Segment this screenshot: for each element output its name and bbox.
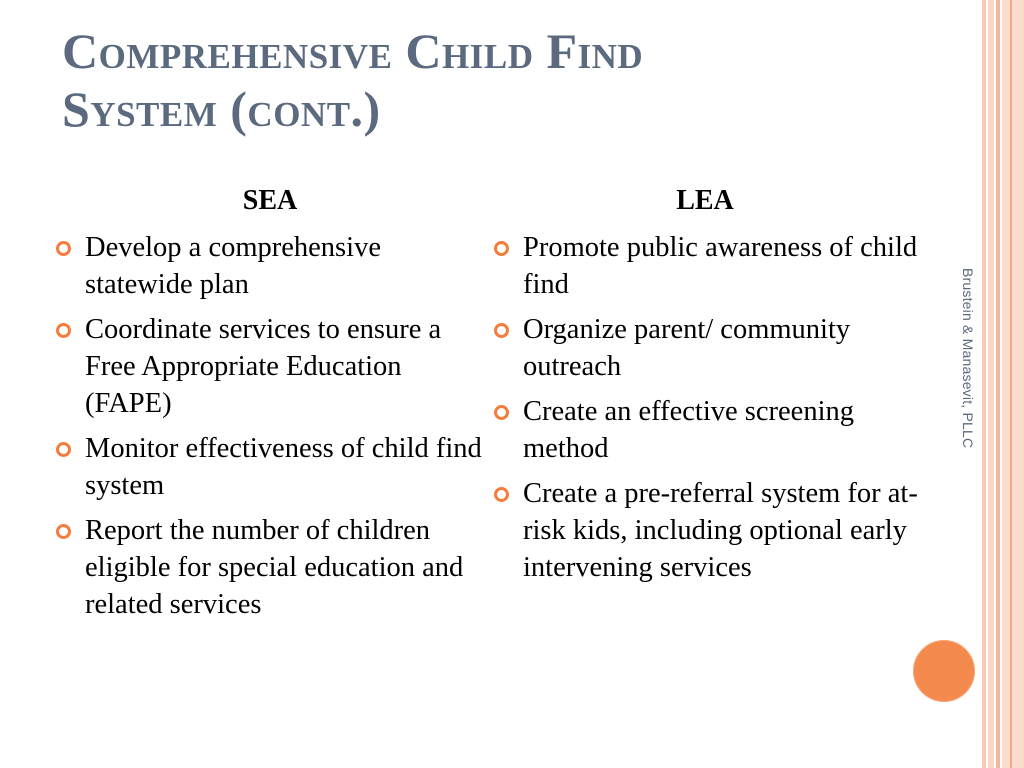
list-item <box>490 229 920 303</box>
ring-bullet-icon <box>494 405 509 420</box>
decorative-band <box>982 0 986 768</box>
footer-credit: Brustein & Manasevit, PLLC <box>960 268 976 449</box>
title-line-2: System (cont.) <box>62 81 381 137</box>
list-item <box>490 311 920 385</box>
list-item-text: Create a pre-referral system for at-risk kids, including optional early intervening services <box>523 478 918 583</box>
list-item-text: Organize parent/ community outreach <box>523 314 851 382</box>
ring-bullet-icon <box>56 241 71 256</box>
orange-circle-icon <box>913 640 975 702</box>
title-line-1: Comprehensive Child Find <box>62 23 644 79</box>
list-item-text: Promote public awareness of child find <box>523 232 918 300</box>
ring-bullet-icon <box>56 524 71 539</box>
list-item <box>490 393 920 467</box>
list-item <box>52 229 492 303</box>
decorative-band <box>988 0 994 768</box>
list-item <box>490 475 920 586</box>
lea-list <box>490 229 920 594</box>
decorative-band <box>1002 0 1024 768</box>
ring-bullet-icon <box>56 323 71 338</box>
lea-heading: LEA <box>676 185 734 216</box>
ring-bullet-icon <box>56 442 71 457</box>
list-item <box>52 430 492 504</box>
list-item-text: Develop a comprehensive statewide plan <box>85 232 381 300</box>
list-item <box>52 512 492 623</box>
ring-bullet-icon <box>494 241 509 256</box>
sea-list <box>52 229 492 631</box>
list-item-text: Report the number of children eligible for special education and related services <box>85 515 464 620</box>
list-item-text: Monitor effectiveness of child find system <box>85 433 482 501</box>
slide-title <box>62 22 962 138</box>
ring-bullet-icon <box>494 323 509 338</box>
decorative-band <box>1010 0 1012 768</box>
ring-bullet-icon <box>494 487 509 502</box>
list-item-text: Coordinate services to ensure a Free Appropriate Education (FAPE) <box>85 314 442 419</box>
sea-heading: SEA <box>242 185 298 216</box>
list-item <box>52 311 492 422</box>
list-item-text: Create an effective screening method <box>523 396 854 464</box>
decorative-band <box>996 0 1000 768</box>
